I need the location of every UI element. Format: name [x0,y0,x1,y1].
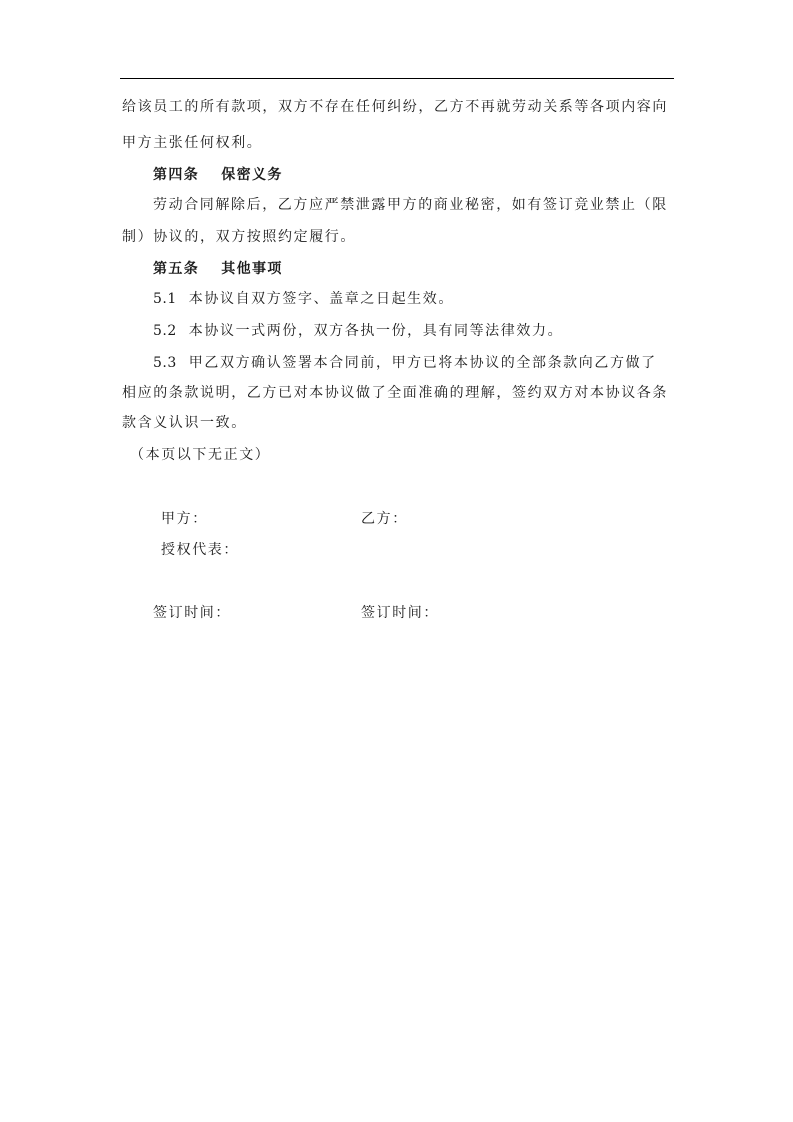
paragraph-line: 相应的条款说明，乙方已对本协议做了全面准确的理解，签约双方对本协议各条 [122,385,668,401]
article-5-heading [153,260,283,278]
header-rule [120,78,674,79]
paragraph-line: 给该员工的所有款项，双方不存在任何纠纷，乙方不再就劳动关系等各项内容向 [122,99,668,115]
article-4-title: 保密义务 [221,167,283,183]
article-5-number: 第五条 [153,261,200,277]
article-5-title: 其他事项 [221,261,283,277]
party-b-label: 乙方： [361,511,408,527]
clause-text: 本协议自双方签字、盖章之日起生效。 [188,291,454,307]
paragraph-line: 款含义认识一致。 [122,415,247,431]
clause-number: 5.3 [153,355,177,371]
sign-date-a-label: 签订时间： [153,605,231,621]
clause-number: 5.2 [153,323,177,339]
clause-5-2 [153,322,563,340]
clause-text: 本协议一式两份，双方各执一份，具有同等法律效力。 [188,323,564,339]
article-4-number: 第四条 [153,167,200,183]
paragraph-line: 劳动合同解除后，乙方应严禁泄露甲方的商业秘密，如有签订竞业禁止（限 [153,197,668,213]
clause-5-1 [153,290,454,308]
clause-5-3 [153,354,657,372]
article-4-heading [153,166,283,184]
paragraph-line: 制）协议的，双方按照约定履行。 [122,229,356,245]
sign-date-b-label: 签订时间： [361,605,439,621]
clause-number: 5.1 [153,291,177,307]
end-note: （本页以下无正文） [130,447,271,463]
authorized-rep-label: 授权代表： [161,542,239,558]
paragraph-line: 甲方主张任何权利。 [122,135,263,151]
clause-text: 甲乙双方确认签署本合同前，甲方已将本协议的全部条款向乙方做了 [188,355,657,371]
party-a-label: 甲方： [161,511,208,527]
